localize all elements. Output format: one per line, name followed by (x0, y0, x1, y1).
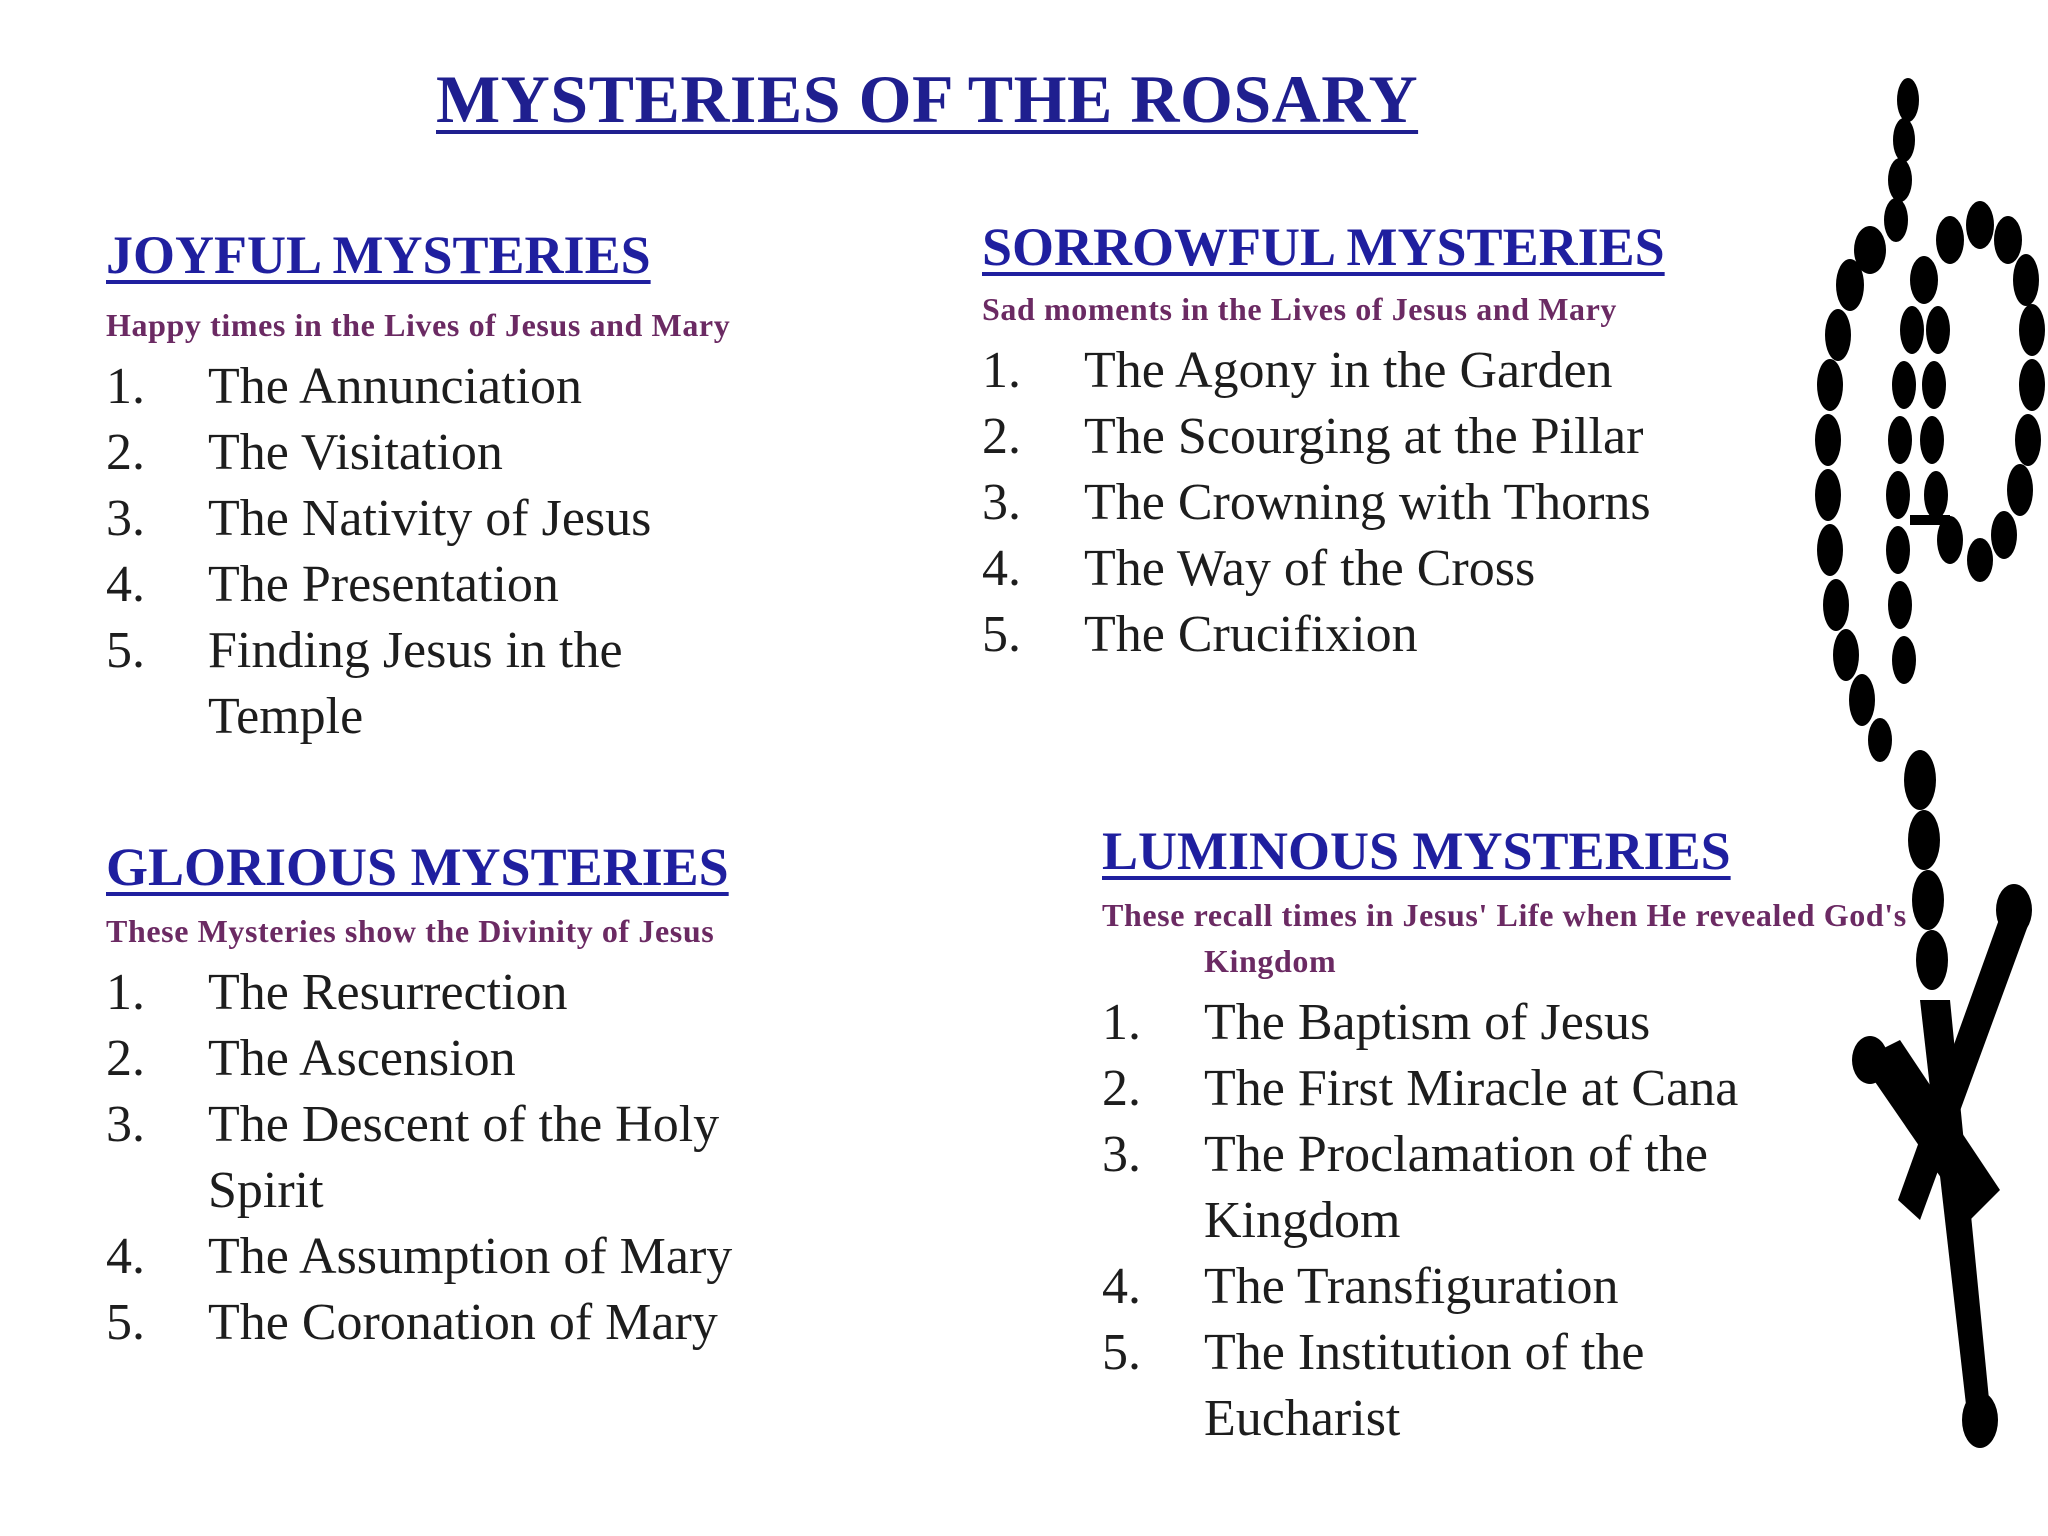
rosary-pendant-icon (1904, 750, 1948, 990)
item-text: The First Miracle at Cana (1204, 1060, 1739, 1118)
item-text: The Way of the Cross (1084, 540, 1536, 598)
luminous-list (1102, 990, 1802, 1452)
item-number: 3. (106, 490, 145, 548)
list-item (106, 552, 816, 618)
joyful-mysteries-section (106, 224, 816, 750)
rosary-loop-right-icon (1910, 201, 2045, 582)
joyful-list (106, 354, 816, 750)
list-item (982, 602, 1802, 668)
list-item (982, 404, 1802, 470)
list-item (106, 960, 846, 1026)
item-text: The Proclamation of the Kingdom (1204, 1126, 1708, 1250)
item-number: 4. (106, 556, 145, 614)
joyful-subtitle: Happy times in the Lives of Jesus and Mary (106, 307, 731, 344)
item-text: The Ascension (208, 1030, 516, 1088)
luminous-subtitle-clip (1102, 892, 1907, 984)
sorrowful-heading: SORROWFUL MYSTERIES (982, 217, 1665, 277)
item-number: 5. (106, 1294, 145, 1352)
item-number: 1. (982, 342, 1021, 400)
item-number: 4. (1102, 1258, 1141, 1316)
rosary-loop-left-icon (1815, 226, 1938, 762)
glorious-mysteries-section (106, 836, 846, 1356)
list-item (106, 1092, 846, 1224)
item-text: The Institution of the Eucharist (1204, 1324, 1645, 1448)
rosary-chain-icon (1884, 78, 1919, 242)
item-number: 2. (1102, 1060, 1141, 1118)
list-item (106, 1290, 846, 1356)
item-text: The Crucifixion (1084, 606, 1418, 664)
list-item (1102, 990, 1802, 1056)
list-item (106, 420, 816, 486)
item-number: 1. (106, 964, 145, 1022)
item-text: The Annunciation (208, 358, 583, 416)
item-text: The Nativity of Jesus (208, 490, 652, 548)
glorious-heading: GLORIOUS MYSTERIES (106, 837, 729, 897)
item-number: 2. (982, 408, 1021, 466)
item-number: 5. (1102, 1324, 1141, 1382)
item-number: 3. (1102, 1126, 1141, 1184)
sorrowful-subtitle: Sad moments in the Lives of Jesus and Mary (982, 291, 1618, 328)
list-item (106, 354, 816, 420)
list-item (106, 1026, 846, 1092)
sorrowful-mysteries-section (982, 216, 1802, 668)
list-item (982, 470, 1802, 536)
item-text: The Crowning with Thorns (1084, 474, 1651, 532)
item-number: 2. (106, 424, 145, 482)
item-number: 4. (982, 540, 1021, 598)
sorrowful-list (982, 338, 1802, 668)
item-number: 2. (106, 1030, 145, 1088)
item-text: The Agony in the Garden (1084, 342, 1613, 400)
item-text: The Descent of the Holy Spirit (208, 1096, 720, 1220)
item-text: The Visitation (208, 424, 503, 482)
item-text: The Assumption of Mary (208, 1228, 733, 1286)
item-number: 3. (982, 474, 1021, 532)
list-item (982, 536, 1802, 602)
item-text: The Coronation of Mary (208, 1294, 718, 1352)
item-number: 3. (106, 1096, 145, 1154)
list-item (1102, 1320, 1802, 1452)
item-text: The Scourging at the Pillar (1084, 408, 1644, 466)
item-number: 1. (1102, 994, 1141, 1052)
item-number: 5. (106, 622, 145, 680)
item-text: Finding Jesus in the Temple (208, 622, 623, 746)
item-number: 4. (106, 1228, 145, 1286)
glorious-list (106, 960, 846, 1356)
rosary-icon (1800, 40, 2048, 1460)
item-number: 1. (106, 358, 145, 416)
list-item (1102, 1122, 1802, 1254)
item-text: The Resurrection (208, 964, 568, 1022)
list-item (106, 618, 816, 750)
glorious-subtitle: These Mysteries show the Divinity of Jesus (106, 913, 715, 950)
item-text: The Transfiguration (1204, 1258, 1619, 1316)
luminous-heading: LUMINOUS MYSTERIES (1102, 821, 1731, 881)
luminous-mysteries-section (1102, 820, 1907, 1452)
list-item (1102, 1254, 1802, 1320)
item-text: The Baptism of Jesus (1204, 994, 1651, 1052)
item-text: The Presentation (208, 556, 559, 614)
page-title: MYSTERIES OF THE ROSARY (436, 61, 1419, 137)
list-item (1102, 1056, 1802, 1122)
item-number: 5. (982, 606, 1021, 664)
joyful-heading: JOYFUL MYSTERIES (106, 225, 651, 285)
list-item (982, 338, 1802, 404)
list-item (106, 1224, 846, 1290)
list-item (106, 486, 816, 552)
luminous-subtitle: These recall times in Jesus' Life when He revealed God's Kingdom (1102, 897, 1907, 980)
